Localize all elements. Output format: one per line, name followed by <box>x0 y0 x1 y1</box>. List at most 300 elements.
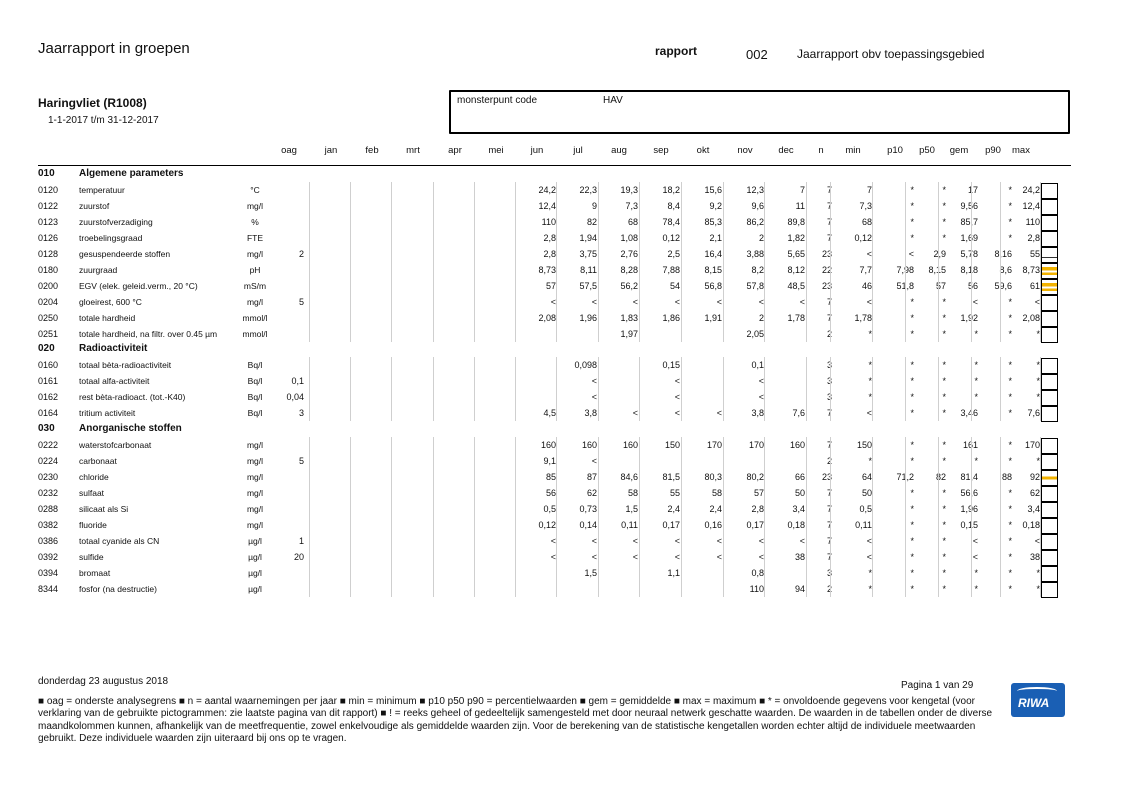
cell-max: 3,4 <box>1027 503 1040 514</box>
grid-line <box>1000 501 1001 517</box>
cell-p10: * <box>910 216 914 227</box>
grid-line <box>350 501 351 517</box>
cell-okt: < <box>716 535 722 546</box>
grid-line <box>971 310 972 326</box>
grid-line <box>723 373 724 389</box>
grid-line <box>1000 246 1001 262</box>
cell-min: * <box>868 583 872 594</box>
grid-line <box>905 437 906 453</box>
grid-line <box>764 517 765 533</box>
grid-line <box>872 357 873 373</box>
grid-line <box>830 389 831 405</box>
cell-max: 2,08 <box>1022 312 1040 323</box>
grid-line <box>474 533 475 549</box>
cell-okt: 56,8 <box>704 280 722 291</box>
grid-line <box>556 485 557 501</box>
cell-max: * <box>1036 567 1040 578</box>
grid-line <box>764 230 765 246</box>
grid-line <box>474 485 475 501</box>
grid-line <box>309 198 310 214</box>
col-header-oag: oag <box>281 145 297 156</box>
unit-cell: FTE <box>246 232 264 243</box>
cell-p50: * <box>942 312 946 323</box>
unit-cell: Bq/l <box>247 376 263 387</box>
cell-min: 1,78 <box>854 312 872 323</box>
unit-cell: mmol/l <box>242 328 268 339</box>
grid-line <box>938 485 939 501</box>
grid-line <box>681 565 682 581</box>
parameter-name: silicaat als Si <box>79 503 129 514</box>
grid-line <box>391 294 392 310</box>
grid-line <box>681 485 682 501</box>
cell-max: * <box>1036 328 1040 339</box>
grid-line <box>350 357 351 373</box>
pictogram-box <box>1041 470 1058 486</box>
grid-line <box>309 357 310 373</box>
grid-line <box>723 246 724 262</box>
grid-line <box>474 453 475 469</box>
cell-nov: 57,8 <box>746 280 764 291</box>
pictogram-box <box>1041 406 1058 422</box>
cell-nov: 2 <box>758 232 764 243</box>
cell-jun: 85 <box>545 472 556 483</box>
grid-line <box>971 501 972 517</box>
grid-line <box>905 214 906 230</box>
grid-line <box>806 246 807 262</box>
cell-n: 7 <box>826 408 832 419</box>
cell-jul: < <box>591 392 597 403</box>
grid-line <box>433 501 434 517</box>
grid-line <box>639 389 640 405</box>
cell-aug: 1,97 <box>620 328 638 339</box>
grid-line <box>830 182 831 198</box>
grid-line <box>723 310 724 326</box>
grid-line <box>723 533 724 549</box>
cell-gem: 8,18 <box>960 264 978 275</box>
cell-nov: < <box>758 376 764 387</box>
grid-line <box>681 326 682 342</box>
grid-line <box>391 373 392 389</box>
grid-line <box>309 565 310 581</box>
grid-line <box>872 469 873 485</box>
cell-sep: 1,1 <box>667 567 680 578</box>
grid-line <box>391 262 392 278</box>
grid-line <box>764 581 765 597</box>
cell-jun: 0,5 <box>543 503 556 514</box>
unit-cell: µg/l <box>248 551 262 562</box>
grid-line <box>938 549 939 565</box>
grid-line <box>764 533 765 549</box>
grid-line <box>938 469 939 485</box>
unit-cell: % <box>251 216 259 227</box>
cell-sep: 2,5 <box>667 248 680 259</box>
cell-sep: < <box>674 408 680 419</box>
cell-n: 2 <box>826 456 832 467</box>
col-header-jul: jul <box>573 145 583 156</box>
grid-line <box>723 501 724 517</box>
group-header-row <box>0 421 1123 437</box>
grid-line <box>806 326 807 342</box>
grid-line <box>350 549 351 565</box>
cell-n: 7 <box>826 184 832 195</box>
grid-line <box>556 326 557 342</box>
cell-sep: 2,4 <box>667 503 680 514</box>
grid-line <box>474 565 475 581</box>
grid-line <box>938 453 939 469</box>
grid-line <box>474 373 475 389</box>
grid-line <box>872 437 873 453</box>
grid-line <box>764 310 765 326</box>
cell-sep: 55 <box>669 488 680 498</box>
cell-dec: < <box>799 535 805 546</box>
cell-gem: 1,96 <box>960 503 978 514</box>
cell-dec: 8,12 <box>787 264 805 275</box>
cell-okt: 2,4 <box>709 503 722 514</box>
cell-nov: 2,8 <box>751 503 764 514</box>
pictogram-box <box>1041 390 1058 406</box>
cell-max: 0,18 <box>1022 519 1040 530</box>
grid-line <box>971 357 972 373</box>
grid-line <box>971 469 972 485</box>
grid-line <box>764 198 765 214</box>
table-row <box>0 326 1123 342</box>
grid-line <box>350 310 351 326</box>
cell-okt: 9,2 <box>709 200 722 211</box>
cell-p90: * <box>1008 360 1012 371</box>
grid-line <box>830 581 831 597</box>
grid-line <box>433 246 434 262</box>
grid-line <box>515 357 516 373</box>
cell-jul: < <box>591 456 597 467</box>
cell-jul: 0,73 <box>579 503 597 514</box>
cell-aug: 0,11 <box>621 519 638 530</box>
grid-line <box>830 485 831 501</box>
grid-line <box>681 198 682 214</box>
grid-line <box>433 214 434 230</box>
grid-line <box>1000 198 1001 214</box>
grid-line <box>639 533 640 549</box>
grid-line <box>938 198 939 214</box>
grid-line <box>872 214 873 230</box>
unit-cell: mS/m <box>243 280 267 291</box>
pictogram-box <box>1041 486 1058 502</box>
monsterpunt-label: monsterpunt code <box>457 95 538 106</box>
group-code: 010 <box>38 168 55 179</box>
cell-okt: 80,3 <box>704 472 722 483</box>
grid-line <box>872 198 873 214</box>
grid-line <box>830 565 831 581</box>
cell-max: 2,8 <box>1027 232 1040 243</box>
grid-line <box>872 581 873 597</box>
cell-okt: 85,3 <box>704 216 722 227</box>
cell-dec: 89,8 <box>787 216 805 227</box>
grid-line <box>474 517 475 533</box>
grid-line <box>971 214 972 230</box>
cell-max: 110 <box>1025 216 1040 227</box>
cell-p10: 71,2 <box>896 472 914 483</box>
grid-line <box>681 278 682 294</box>
cell-p10: * <box>910 456 914 467</box>
grid-line <box>681 405 682 421</box>
grid-line <box>971 373 972 389</box>
grid-line <box>515 326 516 342</box>
unit-cell: mg/l <box>246 200 264 211</box>
grid-line <box>872 182 873 198</box>
cell-p50: * <box>942 184 946 195</box>
grid-line <box>723 581 724 597</box>
grid-line <box>830 453 831 469</box>
group-header-row <box>0 341 1123 357</box>
grid-line <box>681 246 682 262</box>
cell-jun: 2,8 <box>543 248 556 259</box>
cell-min: < <box>866 296 872 307</box>
grid-line <box>391 278 392 294</box>
grid-line <box>806 533 807 549</box>
grid-line <box>309 230 310 246</box>
cell-okt: 2,1 <box>709 232 722 243</box>
cell-gem: * <box>974 360 978 371</box>
grid-line <box>598 373 599 389</box>
cell-jul: 3,8 <box>584 408 597 419</box>
grid-line <box>598 565 599 581</box>
grid-line <box>806 294 807 310</box>
grid-line <box>938 310 939 326</box>
grid-line <box>938 246 939 262</box>
grid-line <box>433 294 434 310</box>
grid-line <box>556 437 557 453</box>
grid-line <box>598 326 599 342</box>
grid-line <box>639 278 640 294</box>
pictogram-box <box>1041 358 1058 374</box>
cell-min: 7,3 <box>859 200 872 211</box>
cell-dec: 5,65 <box>787 248 805 259</box>
grid-line <box>872 389 873 405</box>
grid-line <box>806 278 807 294</box>
grid-line <box>681 373 682 389</box>
grid-line <box>764 469 765 485</box>
cell-gem: 3,46 <box>960 408 978 419</box>
grid-line <box>764 373 765 389</box>
grid-line <box>1000 485 1001 501</box>
grid-line <box>971 182 972 198</box>
grid-line <box>938 230 939 246</box>
grid-line <box>598 294 599 310</box>
grid-line <box>806 565 807 581</box>
grid-line <box>309 294 310 310</box>
parameter-name: zuurgraad <box>79 264 118 275</box>
unit-cell: mg/l <box>246 248 264 259</box>
table-row <box>0 230 1123 246</box>
grid-line <box>433 469 434 485</box>
pictogram-box <box>1041 438 1058 454</box>
col-header-p10: p10 <box>887 145 903 156</box>
cell-p50: * <box>942 200 946 211</box>
table-row <box>0 501 1123 517</box>
grid-line <box>474 246 475 262</box>
grid-line <box>433 453 434 469</box>
grid-line <box>391 437 392 453</box>
grid-line <box>556 501 557 517</box>
cell-p50: * <box>942 456 946 467</box>
pictogram-box <box>1041 215 1058 231</box>
cell-p90: * <box>1008 200 1012 211</box>
cell-min: 0,12 <box>854 232 872 243</box>
cell-sep: < <box>674 535 680 546</box>
cell-oag: 2 <box>298 248 304 259</box>
rapport-label: rapport <box>655 44 697 58</box>
col-header-jan: jan <box>324 145 338 156</box>
cell-p50: * <box>942 519 946 530</box>
parameter-name: tritium activiteit <box>79 408 136 419</box>
grid-line <box>391 214 392 230</box>
cell-p10: * <box>910 232 914 243</box>
grid-line <box>391 453 392 469</box>
grid-line <box>598 246 599 262</box>
cell-nov: 3,88 <box>746 248 764 259</box>
cell-jul: 82 <box>586 216 597 227</box>
grid-line <box>433 357 434 373</box>
table-row <box>0 565 1123 581</box>
grid-line <box>681 230 682 246</box>
grid-line <box>905 310 906 326</box>
grid-line <box>598 405 599 421</box>
wave-icon <box>1017 687 1057 695</box>
cell-okt: < <box>716 551 722 562</box>
table-row <box>0 373 1123 389</box>
pictogram-box <box>1041 279 1058 295</box>
pictogram-box <box>1041 295 1058 311</box>
grid-line <box>309 373 310 389</box>
cell-min: 7 <box>866 184 872 195</box>
cell-gem: 1,92 <box>960 312 978 323</box>
cell-okt: 15,6 <box>704 184 722 195</box>
grid-line <box>872 565 873 581</box>
grid-line <box>1000 389 1001 405</box>
cell-nov: 2,05 <box>746 328 764 339</box>
cell-oag: 1 <box>298 535 304 546</box>
cell-p90: * <box>1008 296 1012 307</box>
cell-p10: * <box>910 488 914 498</box>
grid-line <box>391 310 392 326</box>
grid-line <box>806 373 807 389</box>
grid-line <box>350 389 351 405</box>
grid-line <box>1000 581 1001 597</box>
cell-max: 92 <box>1029 472 1040 483</box>
station-name: Haringvliet (R1008) <box>38 96 147 110</box>
parameter-code: 0392 <box>38 551 59 562</box>
grid-line <box>474 437 475 453</box>
cell-max: 61 <box>1029 280 1040 291</box>
col-header-apr: apr <box>448 145 462 156</box>
cell-nov: 110 <box>749 583 764 594</box>
grid-line <box>598 182 599 198</box>
cell-dec: 7 <box>799 184 805 195</box>
cell-jun: < <box>550 296 556 307</box>
parameter-code: 0122 <box>38 200 59 211</box>
grid-line <box>515 182 516 198</box>
cell-jun: 2,8 <box>543 232 556 243</box>
grid-line <box>1000 437 1001 453</box>
group-name: Algemene parameters <box>79 168 184 179</box>
cell-n: 3 <box>826 360 832 371</box>
parameter-code: 0162 <box>38 392 59 403</box>
grid-line <box>764 326 765 342</box>
cell-aug: 8,28 <box>620 264 638 275</box>
parameter-name: chloride <box>79 472 109 483</box>
col-header-sep: sep <box>653 145 669 156</box>
grid-line <box>309 214 310 230</box>
grid-line <box>309 437 310 453</box>
grid-line <box>433 230 434 246</box>
cell-nov: 0,17 <box>746 519 764 530</box>
grid-line <box>681 581 682 597</box>
grid-line <box>938 517 939 533</box>
cell-oag: 20 <box>293 551 304 562</box>
cell-nov: < <box>758 296 764 307</box>
grid-line <box>723 198 724 214</box>
parameter-code: 8344 <box>38 583 59 594</box>
grid-line <box>723 262 724 278</box>
cell-n: 2 <box>826 583 832 594</box>
table-row <box>0 581 1123 597</box>
grid-line <box>309 485 310 501</box>
cell-dec: 38 <box>794 551 805 562</box>
cell-max: 8,73 <box>1022 264 1040 275</box>
grid-line <box>938 389 939 405</box>
col-header-max: max <box>1012 145 1030 156</box>
grid-line <box>639 373 640 389</box>
cell-okt: < <box>716 296 722 307</box>
cell-n: 3 <box>826 567 832 578</box>
grid-line <box>872 230 873 246</box>
grid-line <box>806 262 807 278</box>
grid-line <box>971 405 972 421</box>
cell-aug: 58 <box>627 488 638 498</box>
page-number: Pagina 1 van 29 <box>901 680 974 691</box>
grid-line <box>830 469 831 485</box>
grid-line <box>764 565 765 581</box>
cell-max: 7,6 <box>1027 408 1040 419</box>
grid-line <box>433 389 434 405</box>
grid-line <box>830 294 831 310</box>
grid-line <box>474 230 475 246</box>
cell-dec: 1,82 <box>787 232 805 243</box>
grid-line <box>1000 294 1001 310</box>
grid-line <box>764 278 765 294</box>
cell-p50: * <box>942 392 946 403</box>
cell-p50: * <box>942 232 946 243</box>
grid-line <box>556 373 557 389</box>
cell-min: 64 <box>861 472 872 483</box>
grid-line <box>433 310 434 326</box>
cell-p90: * <box>1008 456 1012 467</box>
grid-line <box>723 182 724 198</box>
grid-line <box>598 517 599 533</box>
grid-line <box>350 565 351 581</box>
cell-p90: * <box>1008 440 1012 451</box>
grid-line <box>723 326 724 342</box>
cell-p90: * <box>1008 567 1012 578</box>
grid-line <box>515 230 516 246</box>
cell-dec: 160 <box>789 440 805 451</box>
parameter-code: 0386 <box>38 535 59 546</box>
grid-line <box>938 581 939 597</box>
pictogram-box <box>1041 263 1058 279</box>
cell-min: 150 <box>856 440 872 451</box>
cell-jul: 1,96 <box>579 312 597 323</box>
cell-nov: 9,6 <box>751 200 764 211</box>
pictogram-box <box>1041 327 1058 343</box>
